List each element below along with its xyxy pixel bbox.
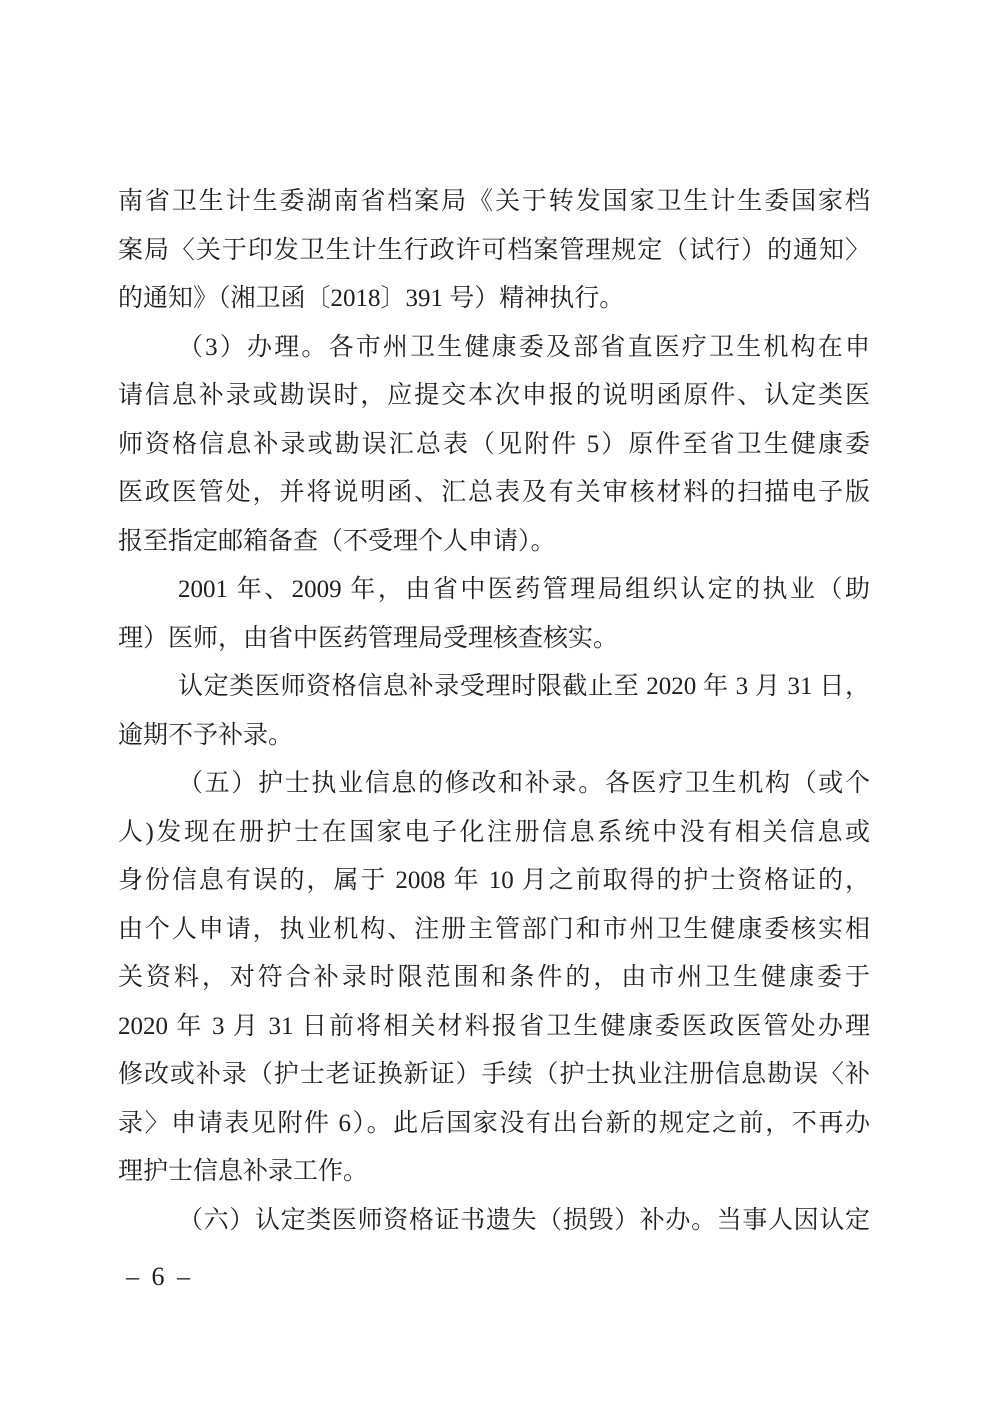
document-body [118,178,870,1245]
text-line: 由个人申请，执业机构、注册主管部门和市州卫生健康委核实相 [118,915,870,943]
text-line: （五）护士执业信息的修改和补录。各医疗卫生机构（或个 [178,770,870,797]
text-line: 理）医师，由省中医药管理局受理核查核实。 [118,624,619,652]
text-line: 录〉申请表见附件 6）。此后国家没有出台新的规定之前，不再办 [118,1109,870,1137]
text-line: 理护士信息补录工作。 [118,1158,369,1185]
text-line: 的通知》（湘卫函〔2018〕391 号）精神执行。 [118,285,625,312]
text-line: 案局〈关于印发卫生计生行政许可档案管理规定（试行）的通知〉 [118,236,870,264]
text-line: 认定类医师资格信息补录受理时限截止至 2020 年 3 月 31 日， [178,673,870,700]
text-line: 请信息补录或勘误时，应提交本次申报的说明函原件、认定类医 [118,382,870,409]
text-line: 2001 年、2009 年，由省中医药管理局组织认定的执业（助 [178,576,870,603]
text-line: 医政医管处，并将说明函、汇总表及有关审核材料的扫描电子版 [118,479,870,506]
page-number: – 6 – [126,1262,193,1291]
text-line: （3）办理。各市州卫生健康委及部省直医疗卫生机构在申 [178,333,870,361]
text-line: 逾期不予补录。 [118,721,294,749]
text-line: （六）认定类医师资格证书遗失（损毁）补办。当事人因认定 [178,1206,870,1234]
text-line: 身份信息有误的，属于 2008 年 10 月之前取得的护士资格证的， [118,867,870,894]
text-line: 人)发现在册护士在国家电子化注册信息系统中没有相关信息或 [118,818,870,846]
text-line: 2020 年 3 月 31 日前将相关材料报省卫生健康委医政医管处办理 [118,1012,870,1040]
text-line: 关资料，对符合补录时限范围和条件的，由市州卫生健康委于 [118,964,870,991]
text-line: 修改或补录（护士老证换新证）手续（护士执业注册信息勘误〈补 [118,1061,870,1088]
text-line: 师资格信息补录或勘误汇总表（见附件 5）原件至省卫生健康委 [118,430,870,458]
text-line: 南省卫生计生委湖南省档案局《关于转发国家卫生计生委国家档 [118,188,870,215]
text-line: 报至指定邮箱备查（不受理个人申请）。 [118,527,556,555]
